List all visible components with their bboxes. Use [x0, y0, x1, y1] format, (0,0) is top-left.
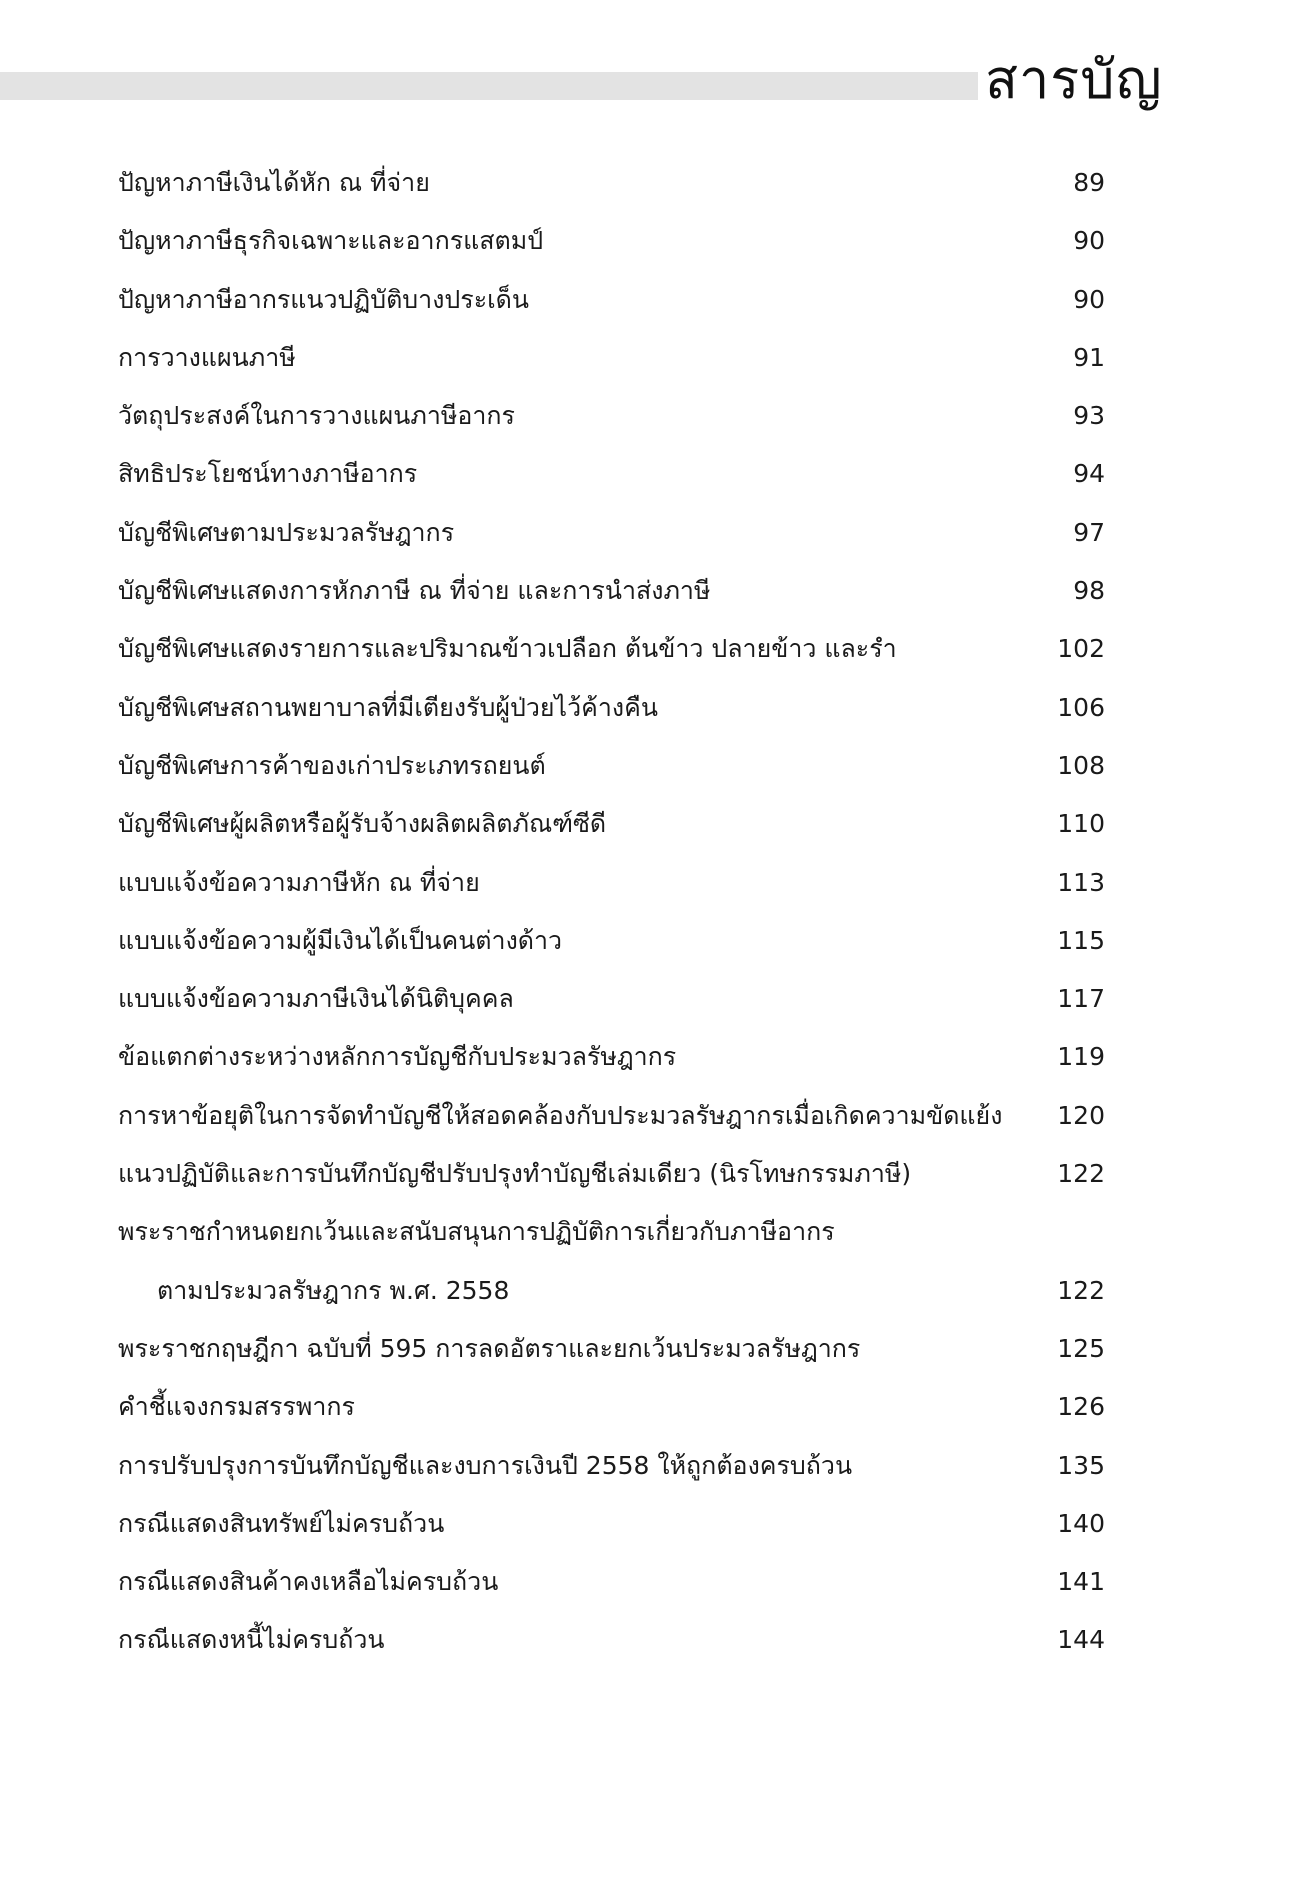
- toc-row: [0, 1089, 1300, 1147]
- toc-entry-page: 117: [1057, 984, 1105, 1014]
- toc-entry-page: 108: [1057, 750, 1105, 780]
- toc-row: [0, 1380, 1300, 1438]
- toc-row: [0, 389, 1300, 447]
- toc-entry-title: แบบแจ้งข้อความภาษีหัก ณ ที่จ่าย: [118, 867, 480, 897]
- toc-entry-title: การปรับปรุงการบันทึกบัญชีและงบการเงินปี 2558 ให้ถูกต้องครบถ้วน: [118, 1450, 853, 1480]
- toc-entry-page: 120: [1057, 1100, 1105, 1130]
- toc-entry-title: แบบแจ้งข้อความภาษีเงินได้นิติบุคคล: [118, 984, 514, 1014]
- toc-entry-title: ปัญหาภาษีธุรกิจเฉพาะและอากรแสตมป์: [118, 226, 544, 256]
- toc-row: [0, 156, 1300, 214]
- toc-row: [0, 797, 1300, 855]
- toc-row: [0, 622, 1300, 680]
- toc-entry-page: 115: [1057, 925, 1105, 955]
- page-title: สารบัญ: [985, 48, 1163, 111]
- toc-entry-page: 91: [1073, 342, 1105, 372]
- toc-entry-title: บัญชีพิเศษแสดงรายการและปริมาณข้าวเปลือก ต้นข้าว ปลายข้าว และรำ: [118, 634, 897, 664]
- toc-entry-title: แนวปฏิบัติและการบันทึกบัญชีปรับปรุงทำบัญชีเล่มเดียว (นิรโทษกรรมภาษี): [118, 1159, 912, 1189]
- toc-entry-title: กรณีแสดงหนี้ไม่ครบถ้วน: [118, 1625, 385, 1655]
- toc-entry-title: ข้อแตกต่างระหว่างหลักการบัญชีกับประมวลรัษฎากร: [118, 1042, 677, 1072]
- toc-entry-page: 113: [1057, 867, 1105, 897]
- toc-entry-title: พระราชกำหนดยกเว้นและสนับสนุนการปฏิบัติการเกี่ยวกับภาษีอากร: [118, 1217, 835, 1247]
- toc-entry-page: 122: [1057, 1159, 1105, 1189]
- toc-row: [0, 972, 1300, 1030]
- toc-entry-page: 89: [1073, 168, 1105, 197]
- toc-entry-page: 93: [1073, 401, 1105, 431]
- table-of-contents: [0, 156, 1300, 1672]
- toc-entry-page: 125: [1057, 1333, 1105, 1363]
- toc-row: [0, 1322, 1300, 1380]
- toc-entry-title: กรณีแสดงสินทรัพย์ไม่ครบถ้วน: [118, 1508, 445, 1538]
- toc-entry-title: บัญชีพิเศษตามประมวลรัษฎากร: [118, 517, 455, 547]
- toc-entry-page: 102: [1057, 634, 1105, 664]
- toc-entry-title: วัตถุประสงค์ในการวางแผนภาษีอากร: [118, 401, 515, 431]
- toc-row: [0, 1555, 1300, 1613]
- toc-row: [0, 856, 1300, 914]
- toc-row: [0, 681, 1300, 739]
- toc-row: [0, 506, 1300, 564]
- toc-entry-title: กรณีแสดงสินค้าคงเหลือไม่ครบถ้วน: [118, 1567, 499, 1597]
- toc-row: [0, 1613, 1300, 1671]
- toc-entry-page: 135: [1057, 1450, 1105, 1480]
- toc-row: [0, 273, 1300, 331]
- toc-row: [0, 1147, 1300, 1205]
- toc-row: [0, 1030, 1300, 1088]
- toc-entry-title: พระราชกฤษฎีกา ฉบับที่ 595 การลดอัตราและยกเว้นประมวลรัษฎากร: [118, 1333, 861, 1363]
- toc-row: [0, 214, 1300, 272]
- toc-entry-page: 126: [1057, 1392, 1105, 1422]
- toc-entry-page: 90: [1073, 284, 1105, 314]
- toc-row: [0, 1205, 1300, 1263]
- toc-entry-title: ตามประมวลรัษฎากร พ.ศ. 2558: [157, 1275, 510, 1305]
- header-bar: [0, 72, 978, 100]
- toc-entry-page: 140: [1057, 1508, 1105, 1538]
- toc-entry-title: ปัญหาภาษีอากรแนวปฏิบัติบางประเด็น: [118, 284, 530, 314]
- toc-entry-page: 94: [1073, 459, 1105, 489]
- toc-row: [0, 331, 1300, 389]
- toc-row: [0, 1497, 1300, 1555]
- toc-entry-page: 106: [1057, 692, 1105, 722]
- toc-row: [0, 914, 1300, 972]
- toc-entry-title: บัญชีพิเศษแสดงการหักภาษี ณ ที่จ่าย และการนำส่งภาษี: [118, 576, 711, 606]
- toc-row: [0, 739, 1300, 797]
- toc-entry-page: 119: [1057, 1042, 1105, 1072]
- toc-entry-title: การหาข้อยุติในการจัดทำบัญชีให้สอดคล้องกับประมวลรัษฎากรเมื่อเกิดความขัดแย้ง: [118, 1100, 1003, 1130]
- toc-entry-title: ปัญหาภาษีเงินได้หัก ณ ที่จ่าย: [118, 168, 430, 197]
- toc-entry-page: 98: [1073, 576, 1105, 606]
- toc-entry-title: บัญชีพิเศษการค้าของเก่าประเภทรถยนต์: [118, 750, 546, 780]
- toc-entry-page: 141: [1057, 1567, 1105, 1597]
- toc-entry-title: บัญชีพิเศษผู้ผลิตหรือผู้รับจ้างผลิตผลิตภัณฑ์ซีดี: [118, 809, 607, 839]
- toc-row: [0, 447, 1300, 505]
- toc-entry-title: การวางแผนภาษี: [118, 342, 296, 372]
- toc-entry-page: 122: [1057, 1275, 1105, 1305]
- toc-entry-page: 144: [1057, 1625, 1105, 1655]
- toc-entry-page: 110: [1057, 809, 1105, 839]
- toc-row-continuation: [0, 1264, 1300, 1322]
- toc-entry-title: บัญชีพิเศษสถานพยาบาลที่มีเตียงรับผู้ป่วยไว้ค้างคืน: [118, 692, 658, 722]
- toc-entry-title: คำชี้แจงกรมสรรพากร: [118, 1392, 355, 1422]
- toc-row: [0, 1439, 1300, 1497]
- toc-entry-page: 90: [1073, 226, 1105, 256]
- toc-entry-page: 97: [1073, 517, 1105, 547]
- toc-entry-title: แบบแจ้งข้อความผู้มีเงินได้เป็นคนต่างด้าว: [118, 925, 563, 955]
- toc-row: [0, 564, 1300, 622]
- toc-entry-title: สิทธิประโยชน์ทางภาษีอากร: [118, 459, 418, 489]
